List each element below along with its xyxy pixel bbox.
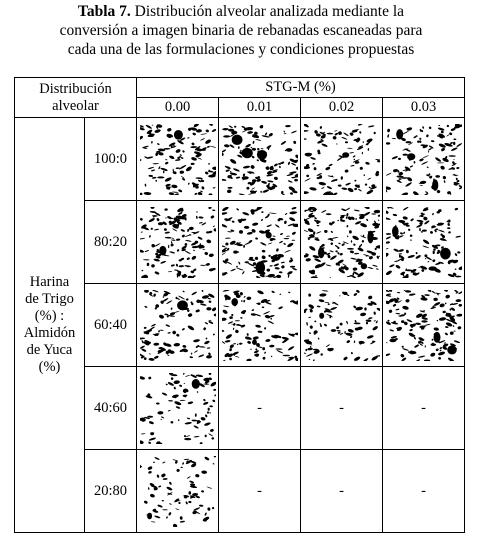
binary-slice-image — [386, 124, 462, 195]
ratio-label: 40:60 — [85, 367, 137, 450]
binary-slice-image — [222, 207, 298, 278]
col-header-0-03: 0.03 — [383, 98, 465, 118]
binary-slice-image — [140, 124, 216, 195]
stg-header: STG-M (%) — [137, 78, 465, 98]
binary-slice-image — [140, 290, 216, 361]
sample-cell — [137, 118, 219, 201]
row-group-label-line-5: de Yuca — [26, 342, 73, 358]
caption-text-line-2: conversión a imagen binaria de rebanadas escaneadas para — [59, 22, 423, 39]
empty-cell: - — [219, 367, 301, 450]
sample-cell — [219, 284, 301, 367]
sample-cell — [301, 284, 383, 367]
sample-cell — [137, 367, 219, 450]
empty-cell: - — [301, 367, 383, 450]
header-corner-line-1: Distribución — [39, 80, 112, 97]
binary-slice-image — [140, 373, 216, 444]
binary-slice-image — [304, 290, 380, 361]
sample-cell — [383, 284, 465, 367]
header-corner-line-2: alveolar — [52, 97, 99, 114]
binary-slice-image — [140, 207, 216, 278]
ratio-label: 60:40 — [85, 284, 137, 367]
binary-slice-image — [222, 290, 298, 361]
sample-cell — [219, 201, 301, 284]
sample-cell — [301, 201, 383, 284]
sample-cell — [219, 118, 301, 201]
binary-slice-image — [386, 207, 462, 278]
row-group-label-line-4: Almidón — [23, 325, 76, 341]
caption-text-line-1: Distribución alveolar analizada mediante la — [130, 3, 405, 20]
caption-label: Tabla 7. — [77, 3, 131, 20]
sample-cell — [301, 118, 383, 201]
caption-text-line-3: cada una de las formulaciones y condiciones propuestas — [67, 41, 415, 58]
empty-cell: - — [301, 450, 383, 533]
ratio-label: 80:20 — [85, 201, 137, 284]
sample-cell — [137, 450, 219, 533]
row-group-label — [15, 118, 85, 533]
row-group-label-line-6: (%) — [38, 359, 61, 375]
table-row — [15, 118, 465, 201]
col-header-0-00: 0.00 — [137, 98, 219, 118]
row-group-label-line-3: (%) : — [34, 308, 65, 324]
empty-cell: - — [219, 450, 301, 533]
sample-cell — [383, 201, 465, 284]
row-group-label-line-1: Harina — [29, 274, 70, 290]
empty-cell: - — [383, 450, 465, 533]
sample-cell — [137, 201, 219, 284]
col-header-0-01: 0.01 — [219, 98, 301, 118]
header-corner — [15, 78, 137, 118]
binary-slice-image — [222, 124, 298, 195]
alveolar-distribution-table — [14, 77, 465, 533]
table-caption — [0, 2, 482, 59]
binary-slice-image — [304, 124, 380, 195]
ratio-label: 20:80 — [85, 450, 137, 533]
ratio-label: 100:0 — [85, 118, 137, 201]
binary-slice-image — [304, 207, 380, 278]
col-header-0-02: 0.02 — [301, 98, 383, 118]
empty-cell: - — [383, 367, 465, 450]
binary-slice-image — [386, 290, 462, 361]
sample-cell — [383, 118, 465, 201]
binary-slice-image — [140, 456, 216, 527]
sample-cell — [137, 284, 219, 367]
row-group-label-line-2: de Trigo — [25, 291, 74, 307]
